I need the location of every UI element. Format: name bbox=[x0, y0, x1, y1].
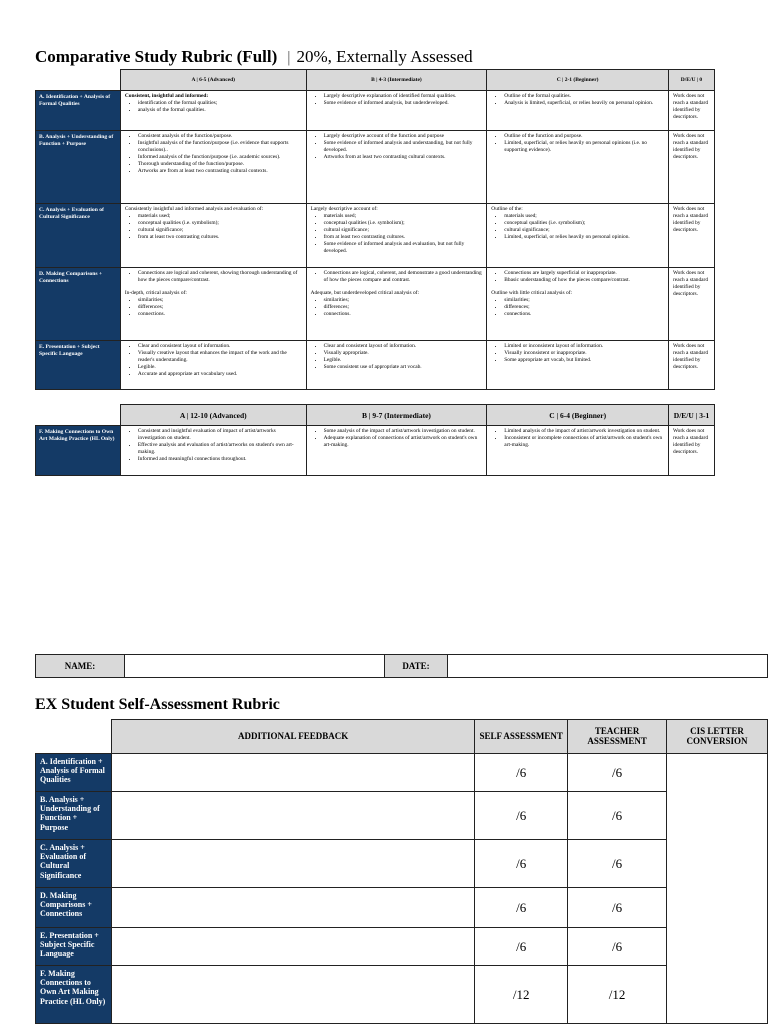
self-score[interactable]: /6 bbox=[475, 928, 568, 966]
sa-row-b bbox=[36, 792, 768, 840]
criteria-item: • Insightful analysis of the function/purpose (i.e. evidence that supports conclusions).. bbox=[138, 140, 302, 154]
feedback-field[interactable] bbox=[111, 840, 474, 888]
criteria-item: • Limited or inconsistent layout of information. bbox=[504, 343, 664, 350]
criteria-item: • conceptual qualities (i.e. symbolism); bbox=[324, 220, 483, 227]
criteria-item: • connections. bbox=[504, 311, 664, 318]
rubric-table bbox=[35, 69, 715, 390]
criteria-item: • connections. bbox=[324, 311, 483, 318]
criteria-item: • similarities; bbox=[324, 297, 483, 304]
date-field[interactable] bbox=[448, 655, 768, 678]
self-score[interactable]: /6 bbox=[475, 888, 568, 928]
cell-intro: Consistent, insightful and informed: bbox=[124, 93, 209, 99]
criteria-item: • Visually creative layout that enhances the impact of the work and the reader's understanding. bbox=[138, 350, 302, 364]
corner-blank bbox=[36, 70, 121, 91]
criteria-list bbox=[491, 133, 664, 154]
criteria-item: • Inconsistent or incomplete connections of artist/artwork on student's own art-making. bbox=[504, 435, 664, 449]
criteria-item: • Informed and meaningful connections throughout. bbox=[138, 456, 302, 463]
sa-row-a bbox=[36, 754, 768, 792]
criteria-list bbox=[491, 213, 664, 241]
row-label-f: F. Making Connections to Own Art Making Practice (HL Only) bbox=[36, 426, 121, 476]
col-self: SELF ASSESSMENT bbox=[475, 720, 568, 754]
sa-label-c: C. Analysis + Evaluation of Cultural Significance bbox=[36, 840, 112, 888]
criteria-item: • Outline of the function and purpose. bbox=[504, 133, 664, 140]
cell-d-advanced bbox=[120, 268, 306, 341]
rubric-row-c bbox=[36, 204, 715, 268]
criteria-item: • from at least two contrasting cultures. bbox=[324, 234, 483, 241]
header-f-d: D/E/U | 3-1 bbox=[669, 405, 715, 426]
cell-a-advanced bbox=[120, 91, 306, 131]
teacher-score[interactable]: /12 bbox=[568, 966, 667, 1024]
cell-c-none: Work does not reach a standard identified by descriptors. bbox=[669, 204, 715, 268]
rubric-title: Comparative Study Rubric (Full) bbox=[35, 47, 278, 66]
cell-b-intermediate bbox=[306, 131, 487, 204]
criteria-list bbox=[491, 270, 664, 284]
criteria-item: • Artworks from at least two contrasting cultural contexts. bbox=[324, 154, 483, 161]
self-assessment-title: EX Student Self-Assessment Rubric bbox=[35, 696, 280, 713]
sa-label-e: E. Presentation + Subject Specific Language bbox=[36, 928, 112, 966]
cell-c-advanced bbox=[120, 204, 306, 268]
teacher-score[interactable]: /6 bbox=[568, 928, 667, 966]
cell-d-intermediate bbox=[306, 268, 487, 341]
criteria-item: • analysis of the formal qualities. bbox=[138, 107, 302, 114]
cell-e-beginner bbox=[487, 341, 669, 390]
criteria-item: • Some consistent use of appropriate art vocab. bbox=[324, 364, 483, 371]
feedback-field[interactable] bbox=[111, 966, 474, 1024]
cell-e-advanced bbox=[120, 341, 306, 390]
criteria-item: • Some evidence of informed analysis and understanding, but not fully developed. bbox=[324, 140, 483, 154]
criteria-item: • Limited, superficial, or relies heavily on personal opinions (i.e. no supporting evidence). bbox=[504, 140, 664, 154]
col-feedback: ADDITIONAL FEEDBACK bbox=[111, 720, 474, 754]
corner-blank bbox=[36, 720, 112, 754]
criteria-item: • materials used; bbox=[138, 213, 302, 220]
criteria-item: • Limited analysis of the impact of artist/artwork investigation on student. bbox=[504, 428, 664, 435]
teacher-score[interactable]: /6 bbox=[568, 792, 667, 840]
cis-letter-field[interactable] bbox=[667, 754, 768, 1024]
criteria-item: • Legible. bbox=[324, 357, 483, 364]
criteria-list bbox=[491, 297, 664, 318]
criteria-item: • Consistent and insightful evaluation of impact of artist/artworks investigation on student. bbox=[138, 428, 302, 442]
self-score[interactable]: /6 bbox=[475, 754, 568, 792]
title-separator: | bbox=[287, 49, 291, 66]
criteria-list bbox=[311, 297, 483, 318]
criteria-item: • Some evidence of informed analysis and evaluation, but not fully developed. bbox=[324, 241, 483, 255]
criteria-item: • Largely descriptive explanation of identified formal qualities. bbox=[324, 93, 483, 100]
sa-label-a: A. Identification + Analysis of Formal Qualities bbox=[36, 754, 112, 792]
feedback-field[interactable] bbox=[111, 792, 474, 840]
header-f-b: B | 9-7 (Intermediate) bbox=[306, 405, 487, 426]
criteria-item: • connections. bbox=[138, 311, 302, 318]
criteria-list bbox=[491, 93, 664, 107]
cell-intro: In-depth, critical analysis of: bbox=[124, 290, 187, 297]
sa-row-f bbox=[36, 966, 768, 1024]
criteria-item: • Artworks are from at least two contrasting cultural contexts. bbox=[138, 168, 302, 175]
criteria-item: • conceptual qualities (i.e. symbolism); bbox=[138, 220, 302, 227]
sa-row-e bbox=[36, 928, 768, 966]
criteria-item: • cultural significance; bbox=[138, 227, 302, 234]
criteria-item: • differences; bbox=[504, 304, 664, 311]
rubric-row-b bbox=[36, 131, 715, 204]
header-d: D/E/U | 0 bbox=[669, 70, 715, 91]
criteria-item: • Largely descriptive account of the function and purpose bbox=[324, 133, 483, 140]
criteria-item: • differences; bbox=[138, 304, 302, 311]
rubric-title-line bbox=[35, 47, 473, 67]
date-label: DATE: bbox=[384, 655, 448, 678]
criteria-list bbox=[311, 93, 483, 107]
criteria-item: • Accurate and appropriate art vocabulary used. bbox=[138, 371, 302, 378]
name-date-bar bbox=[35, 654, 768, 678]
criteria-list bbox=[125, 428, 302, 463]
cell-f-beginner bbox=[487, 426, 669, 476]
criteria-list bbox=[311, 213, 483, 255]
cell-b-none: Work does not reach a standard identified by descriptors. bbox=[669, 131, 715, 204]
criteria-item: • Analysis is limited, superficial, or relies heavily on personal opinion. bbox=[504, 100, 664, 107]
criteria-item: • Limited, superficial, or relies heavily on personal opinion. bbox=[504, 234, 664, 241]
criteria-list bbox=[125, 343, 302, 378]
criteria-item: • Some appropriate art vocab, but limited. bbox=[504, 357, 664, 364]
criteria-item: • Some analysis of the impact of artist/artwork investigation on student. bbox=[324, 428, 483, 435]
col-teacher: TEACHER ASSESSMENT bbox=[568, 720, 667, 754]
row-label-a: A. Identification + Analysis of Formal Qualities bbox=[36, 91, 121, 131]
cell-intro: Outline of the: bbox=[491, 206, 523, 212]
self-score[interactable]: /6 bbox=[475, 792, 568, 840]
criteria-item: • cultural significance; bbox=[324, 227, 483, 234]
criteria-list bbox=[491, 428, 664, 449]
cell-c-beginner bbox=[487, 204, 669, 268]
criteria-list bbox=[125, 297, 302, 318]
criteria-item: • materials used; bbox=[504, 213, 664, 220]
self-score[interactable]: /6 bbox=[475, 840, 568, 888]
rubric-row-d bbox=[36, 268, 715, 341]
cell-f-intermediate bbox=[306, 426, 487, 476]
cell-b-beginner bbox=[487, 131, 669, 204]
teacher-score[interactable]: /6 bbox=[568, 840, 667, 888]
cell-c-intermediate bbox=[306, 204, 487, 268]
feedback-field[interactable] bbox=[111, 754, 474, 792]
criteria-item: • Consistent analysis of the function/purpose. bbox=[138, 133, 302, 140]
corner-blank bbox=[36, 405, 121, 426]
cell-e-none: Work does not reach a standard identified by descriptors. bbox=[669, 341, 715, 390]
sa-label-f: F. Making Connections to Own Art Making Practice (HL Only) bbox=[36, 966, 112, 1024]
cell-d-beginner bbox=[487, 268, 669, 341]
cell-e-intermediate bbox=[306, 341, 487, 390]
name-label: NAME: bbox=[36, 655, 125, 678]
criteria-item: • Visually inconsistent or inappropriate. bbox=[504, 350, 664, 357]
criteria-item: • Effective analysis and evaluation of artist/artworks on student's own art-making. bbox=[138, 442, 302, 456]
teacher-score[interactable]: /6 bbox=[568, 888, 667, 928]
cell-b-advanced bbox=[120, 131, 306, 204]
sa-row-c bbox=[36, 840, 768, 888]
sa-label-d: D. Making Comparisons + Connections bbox=[36, 888, 112, 928]
cell-intro: Largely descriptive account of: bbox=[310, 206, 378, 212]
rubric-row-e bbox=[36, 341, 715, 390]
cell-intro: Adequate, but underdeveloped critical analysis of: bbox=[310, 290, 419, 297]
rubric-subtitle: 20%, Externally Assessed bbox=[296, 47, 473, 66]
cell-f-advanced bbox=[120, 426, 306, 476]
criteria-item: • conceptual qualities (i.e. symbolism); bbox=[504, 220, 664, 227]
criteria-item: • Connections are largely superficial or inappropriate. bbox=[504, 270, 664, 277]
teacher-score[interactable]: /6 bbox=[568, 754, 667, 792]
criteria-item: • Some evidence of informed analysis, but underdeveloped. bbox=[324, 100, 483, 107]
self-score[interactable]: /12 bbox=[475, 966, 568, 1024]
row-label-d: D. Making Comparisons + Connections bbox=[36, 268, 121, 341]
criteria-list bbox=[311, 343, 483, 371]
criteria-item: • Informed analysis of the function/purpose (i.e. academic sources). bbox=[138, 154, 302, 161]
criteria-item: • cultural significance; bbox=[504, 227, 664, 234]
cell-a-none: Work does not reach a standard identified by descriptors. bbox=[669, 91, 715, 131]
feedback-field[interactable] bbox=[111, 928, 474, 966]
criteria-item: • Visually appropriate. bbox=[324, 350, 483, 357]
criteria-item: • Outline of the formal qualities. bbox=[504, 93, 664, 100]
criteria-item: • Clear and consistent layout of information. bbox=[324, 343, 483, 350]
row-label-e: E. Presentation + Subject Specific Language bbox=[36, 341, 121, 390]
cell-intro: Consistently insightful and informed analysis and evaluation of: bbox=[124, 206, 264, 212]
criteria-list bbox=[125, 100, 302, 114]
cell-a-beginner bbox=[487, 91, 669, 131]
header-c: C | 2-1 (Beginner) bbox=[487, 70, 669, 91]
self-assessment-table bbox=[35, 719, 768, 1024]
header-b: B | 4-3 (Intermediate) bbox=[306, 70, 487, 91]
cell-intro: Outline with little critical analysis of: bbox=[491, 290, 572, 297]
criteria-item: • Connections are logical and coherent, showing thorough understanding of how the pieces compare/contrast. bbox=[138, 270, 302, 284]
criteria-list bbox=[311, 270, 483, 284]
row-label-c: C. Analysis + Evaluation of Cultural Significance bbox=[36, 204, 121, 268]
row-label-b: B. Analysis + Understanding of Function + Purpose bbox=[36, 131, 121, 204]
cell-f-none: Work does not reach a standard identified by descriptors. bbox=[669, 426, 715, 476]
cell-a-intermediate bbox=[306, 91, 487, 131]
criteria-item: • materials used; bbox=[324, 213, 483, 220]
criteria-item: • Adequate explanation of connections of artist/artwork on student's own art-making. bbox=[324, 435, 483, 449]
name-field[interactable] bbox=[124, 655, 384, 678]
criteria-item: • differences; bbox=[324, 304, 483, 311]
sa-label-b: B. Analysis + Understanding of Function + Purpose bbox=[36, 792, 112, 840]
criteria-list bbox=[491, 343, 664, 364]
criteria-item: • similarities; bbox=[138, 297, 302, 304]
criteria-list bbox=[125, 213, 302, 241]
header-a: A | 6-5 (Advanced) bbox=[120, 70, 306, 91]
criteria-list bbox=[125, 270, 302, 284]
col-cis: CIS LETTER CONVERSION bbox=[667, 720, 768, 754]
cell-d-none: Work does not reach a standard identified by descriptors. bbox=[669, 268, 715, 341]
header-f-a: A | 12-10 (Advanced) bbox=[120, 405, 306, 426]
feedback-field[interactable] bbox=[111, 888, 474, 928]
criteria-list bbox=[311, 133, 483, 161]
rubric-row-f bbox=[36, 426, 715, 476]
criteria-item: • Connections are logical, coherent, and demonstrate a good understanding of how the pieces compare and contrast. bbox=[324, 270, 483, 284]
criteria-item: • Bbasic understanding of how the pieces compare/contrast. bbox=[504, 277, 664, 284]
rubric-table-hl bbox=[35, 404, 715, 476]
sa-row-d bbox=[36, 888, 768, 928]
criteria-item: • Clear and consistent layout of information. bbox=[138, 343, 302, 350]
rubric-row-a bbox=[36, 91, 715, 131]
criteria-item: • identification of the formal qualities; bbox=[138, 100, 302, 107]
header-f-c: C | 6-4 (Beginner) bbox=[487, 405, 669, 426]
criteria-item: • Thorough understanding of the function/purpose. bbox=[138, 161, 302, 168]
criteria-item: • similarities; bbox=[504, 297, 664, 304]
criteria-list bbox=[125, 133, 302, 175]
criteria-item: • Legible. bbox=[138, 364, 302, 371]
criteria-item: • from at least two contrasting cultures. bbox=[138, 234, 302, 241]
criteria-list bbox=[311, 428, 483, 449]
